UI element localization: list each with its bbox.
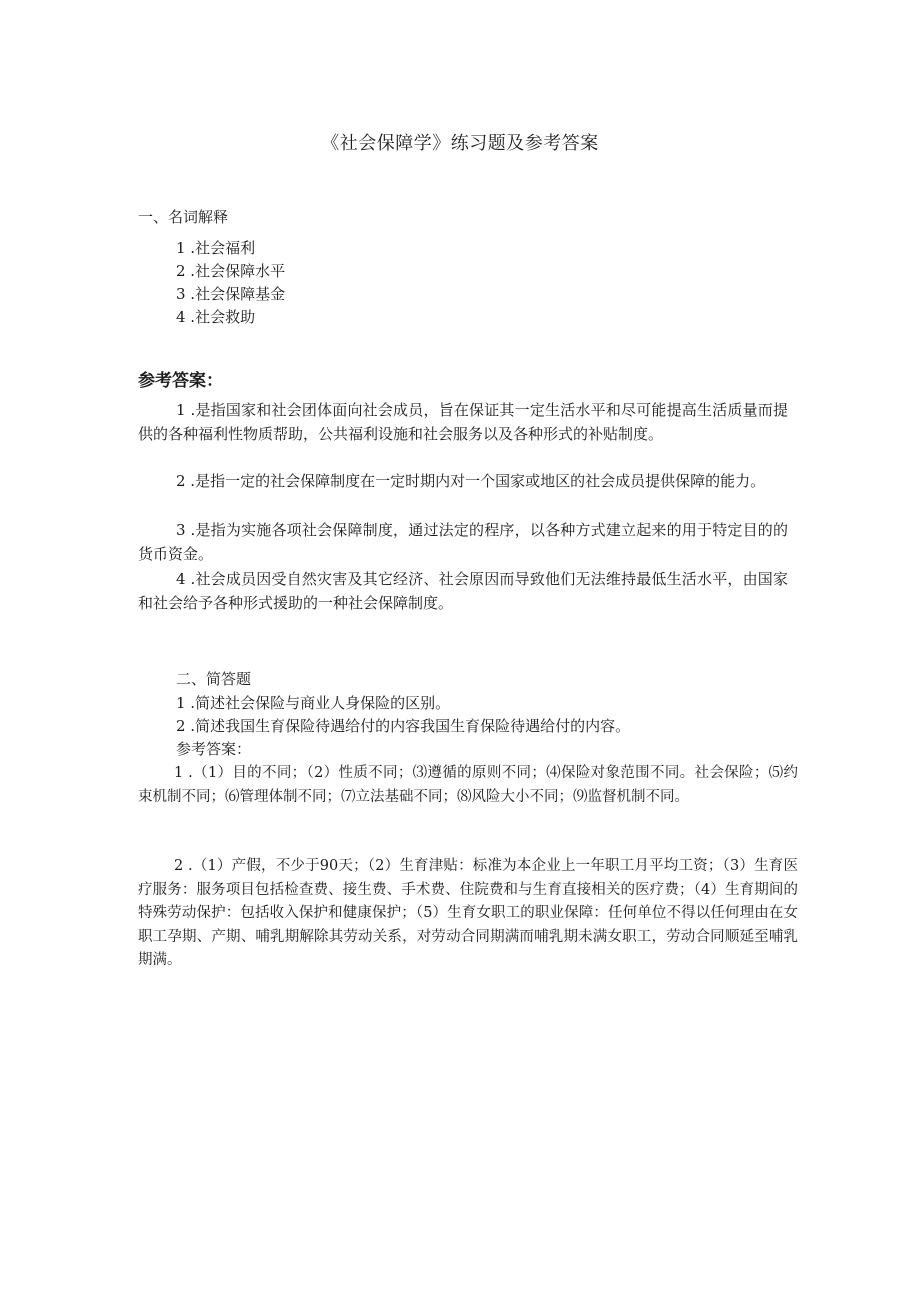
term-item: 3 .社会保障基金 [176,285,286,303]
answer-paragraph: 3 .是指为实施各项社会保障制度，通过法定的程序，以各种方式建立起来的用于特定目的的货币资金。 [138,521,788,563]
answer-paragraph: 2 .（1）产假，不少于90天；（2）生育津贴：标准为本企业上一年职工月平均工资；（3）生育医疗服务：服务项目包括检查费、接生费、手术费、住院费和与生育直接相关的医疗费；（4）生育期间的特殊劳动保护：包括收入保护和健康保护；（5）生育女职工的职业保障：任何单位不得以任何理由在女职工孕期、产期、哺乳期解除其劳动关系，对劳动合同期满而哺乳期未满女职工，劳动合同顺延至哺乳期满。 [138,858,798,968]
answer-paragraph: 4 .社会成员因受自然灾害及其它经济、社会原因而导致他们无法维持最低生活水平，由国家和社会给予各种形式援助的一种社会保障制度。 [138,570,788,612]
term-item: 4 .社会救助 [176,308,256,326]
document-title: 《社会保障学》练习题及参考答案 [321,133,599,154]
answer-paragraph: 1 .（1）目的不同；（2）性质不同；⑶遵循的原则不同；⑷保险对象范围不同。社会保险；⑸约束机制不同；⑹管理体制不同；⑺立法基础不同；⑻风险大小不同；⑼监督机制不同。 [138,765,798,805]
answer-paragraph: 2 .是指一定的社会保障制度在一定时期内对一个国家或地区的社会成员提供保障的能力。 [176,472,766,490]
section2-answers-heading: 参考答案： [176,740,252,758]
section1-answers-heading: 参考答案： [138,371,223,391]
answer-paragraph: 1 .是指国家和社会团体面向社会成员，旨在保证其一定生活水平和尽可能提高生活质量而提供的各种福利性物质帮助，公共福利设施和社会服务以及各种形式的补贴制度。 [138,401,788,443]
section2-heading: 二、简答题 [176,670,252,688]
question-item: 2 .简述我国生育保险待遇给付的内容我国生育保险待遇给付的内容。 [176,717,631,735]
term-item: 1 .社会福利 [176,239,256,257]
term-item: 2 .社会保障水平 [176,262,286,280]
question-item: 1 .简述社会保险与商业人身保险的区别。 [176,694,451,712]
section1-heading: 一、名词解释 [138,208,229,226]
